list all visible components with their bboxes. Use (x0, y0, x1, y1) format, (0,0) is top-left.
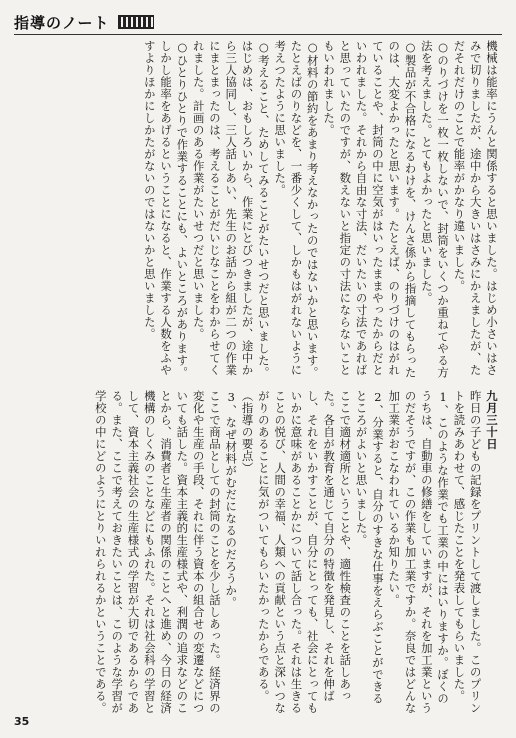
paragraph: ○製品が不合格になるわけを、けんさ係から指摘してもらったのは、大変よかったと思います。たとえば、のりづけのはがれていることや、封筒の中に空気がはいったままやったからだといわれました。それから自由な寸法、だいたいの寸法であればと思っていたのですが、数えないと指定の寸法にならないこともいわれました。 (322, 40, 418, 379)
paragraph: 1、このような作業でも工業の中にはいりますか。ぼくのうちは、自動車の修繕をしていますが、それを加工業というのだそうですが、この作業も加工業ですか。奈良ではどんな加工業がおこなわれているか知りたい。 (387, 390, 451, 714)
section-date: 九月三十日 (485, 390, 499, 450)
header-title: 指導のノート (14, 13, 110, 32)
upper-text-block (20, 40, 500, 385)
paragraph: 3、なぜ材料がむだになるのだろうか。 (224, 390, 239, 609)
paragraph: 2、分業すると、自分のすきな仕事をえらぶことができるところがよいと思いました。 (354, 390, 385, 705)
paragraph: ○材料の節約をあまり考えなかったのではないかと思います。たとえばのりなどを、一番少くして、しかもはがれないように考えつたように思いました。 (273, 40, 320, 379)
paragraph: ここで適材適所ということや、適性検査のことを話しあった。各自が教育を通じて自分の特徴を発見し、それを伸ばし、それをいかすことが、自分にとっても、社会にとってもいかに意味があることかについて話し合った。それは生きることの悦び、人間の幸福、人類への貢献という点と深いつながりのあることに気がついてもらいたかったからである。（指導の要点） (240, 390, 353, 714)
paragraph: ○ひとりひとりで作業することにも、よいところがあります。しかし能率をあげるということになると、作業する人数をふやすよりほかにしかたがないのではないかと思いました。 (142, 40, 190, 379)
paragraph: 昨日の子どもの記録をプリントして渡しました。このプリントを読みあわせて、感じたことを発表してもらいました。 (452, 390, 483, 714)
paragraph: ○考えること、ためしてみることがたいせつだと思いました。はじめは、おもしろいから、作業にとびつきましたが、途中から三人協同し、三人話しあい、先生のお話から組が二つの作業にまとまったのは、考えることがだいじなことをわからせてくれました。計画のある作業がたいせつだと思いました。 (191, 40, 271, 379)
lower-text-block (20, 390, 500, 715)
header-ornament-icon (118, 15, 154, 29)
header-rule (14, 34, 502, 35)
page-header (14, 10, 154, 34)
paragraph: 機械は能率にうんと関係すると思いました。はじめ小さいはさみで切りましたが、途中から大きいはさみにかえましたが、ただそれだけのことで能率がかなり違いました。 (452, 40, 499, 376)
paragraph: ここで商品としての封筒のことを少し話しあった。経済界の変化や生産の手段、それに伴う資本の組合せの変遷などについても話した。資本主義的生産様式や、利潤の追求などのことから、消費者と生産者の関係のことへと進め、今日の経済機構のしくみのことなどにもふれた。それは社会科の学習として、資本主義社会の生産様式の学習が大切であるからである。また、ここで考えておきたいことは、このような学習が学校の中にどのようにとりいれられるかということである。 (93, 390, 222, 714)
page-number: 35 (14, 715, 30, 728)
paragraph: ○のりづけを一枚一枚しないで、封筒をいくつか重ねてやる方法を考えました。とてもよかったと思いました。 (419, 40, 451, 379)
